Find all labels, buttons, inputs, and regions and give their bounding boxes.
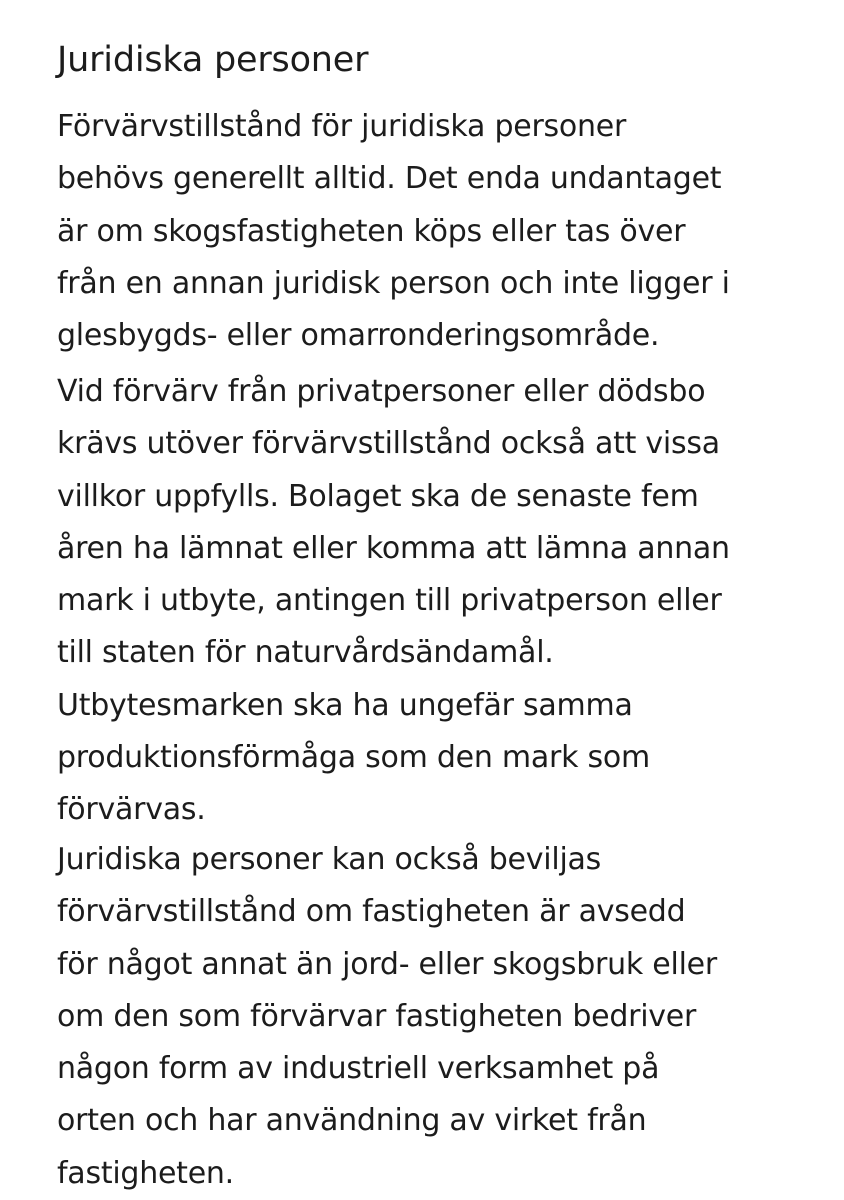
text-line: orten och har användning av virket från — [57, 1103, 647, 1139]
text-line: produktionsförmåga som den mark som — [57, 740, 650, 776]
text-line: mark i utbyte, antingen till privatperson eller — [57, 583, 722, 619]
text-line: Utbytesmarken ska ha ungefär samma — [57, 687, 633, 723]
text-line: fastigheten. — [57, 1155, 234, 1191]
text-line: är om skogsfastigheten köps eller tas över — [57, 213, 686, 249]
text-line: krävs utöver förvärvstillstånd också att vissa — [57, 426, 720, 462]
text-line: glesbygds- eller omarronderingsområde. — [57, 318, 660, 354]
text-line: Vid förvärv från privatpersoner eller dödsbo — [57, 374, 706, 409]
text-line: behövs generellt alltid. Det enda undantaget — [57, 161, 722, 197]
text-line: förvärvstillstånd om fastigheten är avsedd — [57, 894, 686, 930]
text-line: från en annan juridisk person och inte ligger i — [57, 265, 730, 301]
paragraph-3 — [57, 834, 717, 1200]
text-line: Juridiska personer kan också beviljas — [57, 842, 602, 877]
text-line: förvärvas. — [57, 792, 206, 828]
text-line: om den som förvärvar fastigheten bedriver — [57, 998, 697, 1034]
text-line: för något annat än jord- eller skogsbruk eller — [57, 946, 717, 982]
text-line: Förvärvstillstånd för juridiska personer — [57, 109, 627, 144]
paragraph-2 — [57, 366, 730, 837]
text-line: åren ha lämnat eller komma att lämna annan — [57, 530, 730, 566]
section-heading: Juridiska personer — [57, 40, 369, 80]
text-line: till staten för naturvårdsändamål. — [57, 635, 554, 671]
text-line: någon form av industriell verksamhet på — [57, 1051, 660, 1087]
text-line: villkor uppfylls. Bolaget ska de senaste fem — [57, 478, 699, 514]
paragraph-1 — [57, 101, 730, 362]
